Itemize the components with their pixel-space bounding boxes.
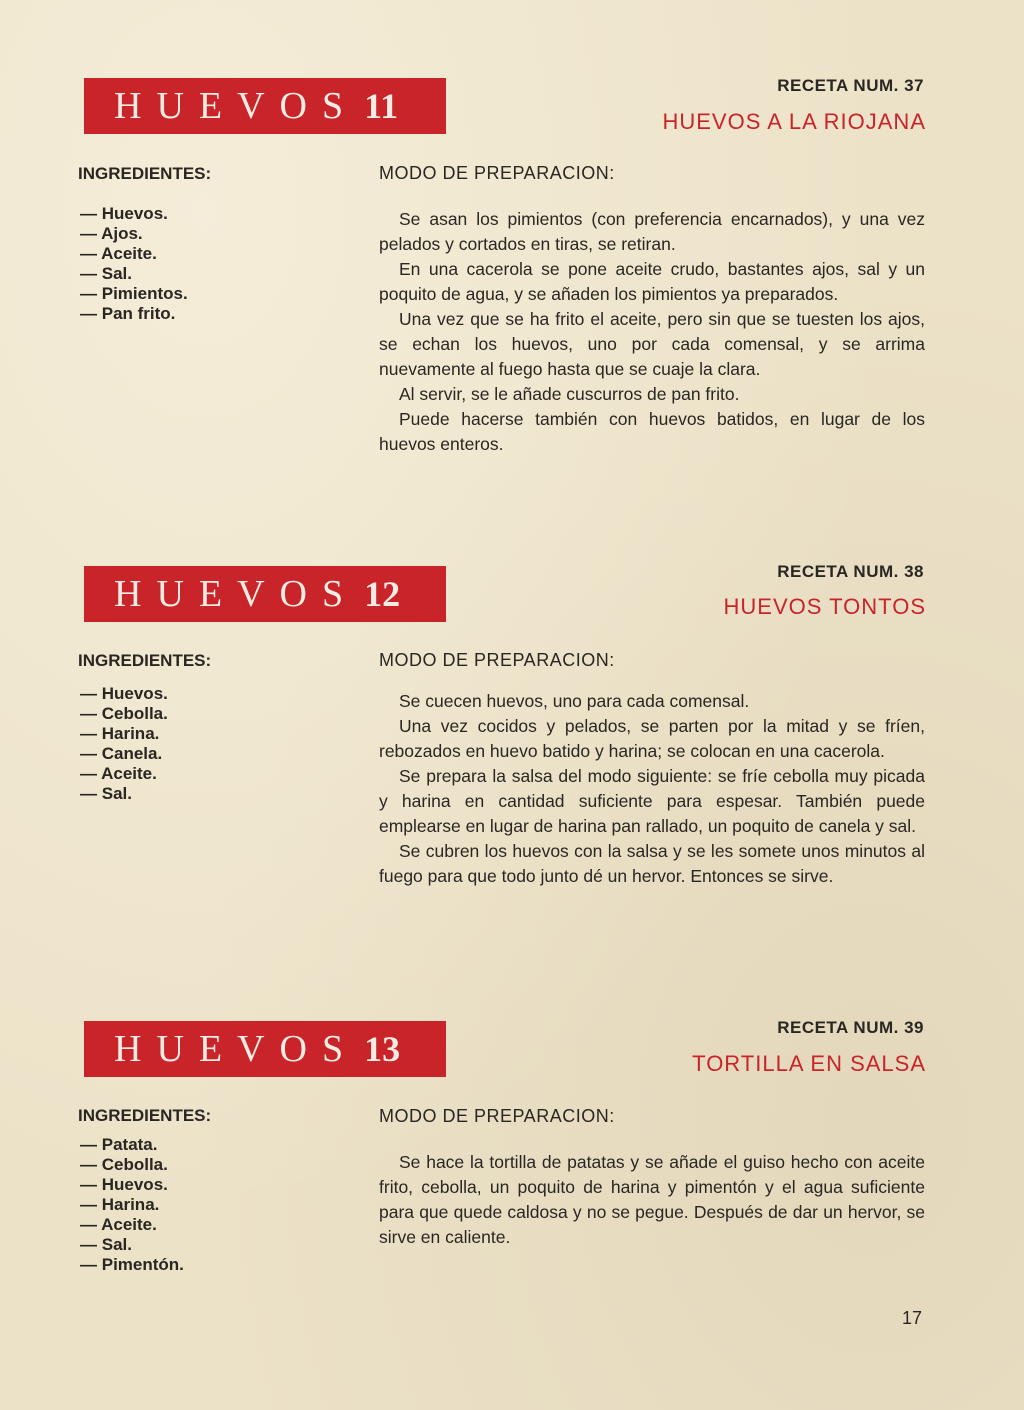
preparation-heading: MODO DE PREPARACION: <box>379 650 615 670</box>
ingredient-item: — Huevos. <box>80 204 188 224</box>
ingredient-item: — Cebolla. <box>80 1155 184 1175</box>
ingredient-item: — Pimientos. <box>80 284 188 304</box>
banner-word: HUEVOS <box>114 85 359 127</box>
ingredient-item: — Huevos. <box>80 684 168 704</box>
ingredient-item: — Cebolla. <box>80 704 168 724</box>
ingredients-list <box>80 684 168 804</box>
preparation-text <box>379 689 925 889</box>
banner-word: HUEVOS <box>114 573 359 615</box>
ingredient-item: — Aceite. <box>80 764 168 784</box>
recipe-title: HUEVOS TONTOS <box>723 594 926 619</box>
preparation-paragraph: Una vez cocidos y pelados, se parten por la mitad y se fríen, rebozados en huevo batido y harina; se colocan en una cacerola. <box>379 716 925 761</box>
preparation-paragraph: Una vez que se ha frito el aceite, pero sin que se tuesten los ajos, se echan los huevos, uno por cada comensal, y se arrima nuevamente al fuego hasta que se cuaje la clara. <box>379 309 925 379</box>
ingredients-list <box>80 1135 184 1275</box>
preparation-paragraph: Se asan los pimientos (con preferencia encarnados), y una vez pelados y cortados en tiras, se retiran. <box>379 209 925 254</box>
preparation-text <box>379 207 925 457</box>
ingredient-item: — Pimentón. <box>80 1255 184 1275</box>
ingredients-heading: INGREDIENTES: <box>78 651 212 670</box>
recipe-title: TORTILLA EN SALSA <box>692 1051 926 1076</box>
ingredient-item: — Ajos. <box>80 224 188 244</box>
section-banner <box>84 1021 446 1077</box>
ingredient-item: — Patata. <box>80 1135 184 1155</box>
section-banner <box>84 78 446 134</box>
ingredient-item: — Aceite. <box>80 1215 184 1235</box>
recipe-number: RECETA NUM. 37 <box>777 76 924 95</box>
recipe-title: HUEVOS A LA RIOJANA <box>662 109 926 134</box>
preparation-paragraph: Puede hacerse también con huevos batidos, en lugar de los huevos enteros. <box>379 409 925 454</box>
preparation-paragraph: En una cacerola se pone aceite crudo, bastantes ajos, sal y un poquito de agua, y se añaden los pimientos ya preparados. <box>379 259 925 304</box>
ingredients-heading: INGREDIENTES: <box>78 1106 212 1125</box>
banner-word: HUEVOS <box>114 1028 359 1070</box>
ingredient-item: — Sal. <box>80 1235 184 1255</box>
banner-number: 12 <box>364 574 401 614</box>
preparation-paragraph: Se prepara la salsa del modo siguiente: se fríe cebolla muy picada y harina en cantidad suficiente para espesar. También puede emplearse en lugar de harina pan rallado, un poquito de canela y sal. <box>379 766 925 836</box>
ingredient-item: — Huevos. <box>80 1175 184 1195</box>
preparation-paragraph: Al servir, se le añade cuscurros de pan frito. <box>399 384 740 404</box>
ingredient-item: — Pan frito. <box>80 304 188 324</box>
preparation-text <box>379 1150 925 1250</box>
banner-number: 11 <box>364 86 399 126</box>
preparation-paragraph: Se cubren los huevos con la salsa y se les somete unos minutos al fuego para que todo junto dé un hervor. Entonces se sirve. <box>379 841 925 886</box>
ingredient-item: — Sal. <box>80 264 188 284</box>
banner-number: 13 <box>364 1029 401 1069</box>
ingredient-item: — Aceite. <box>80 244 188 264</box>
ingredient-item: — Harina. <box>80 724 168 744</box>
ingredient-item: — Sal. <box>80 784 168 804</box>
recipe-number: RECETA NUM. 38 <box>777 562 924 581</box>
preparation-paragraph: Se hace la tortilla de patatas y se añade el guiso hecho con aceite frito, cebolla, un poquito de harina y pimentón y el agua suficiente para que quede caldosa y no se pegue. Después de dar un hervor, se sirve en caliente. <box>379 1152 925 1247</box>
ingredient-item: — Harina. <box>80 1195 184 1215</box>
preparation-paragraph: Se cuecen huevos, uno para cada comensal. <box>399 691 750 711</box>
section-banner <box>84 566 446 622</box>
page-number: 17 <box>902 1308 923 1328</box>
recipe-number: RECETA NUM. 39 <box>777 1018 924 1037</box>
preparation-heading: MODO DE PREPARACION: <box>379 163 615 183</box>
preparation-heading: MODO DE PREPARACION: <box>379 1106 615 1126</box>
ingredients-list <box>80 204 188 324</box>
ingredient-item: — Canela. <box>80 744 168 764</box>
ingredients-heading: INGREDIENTES: <box>78 164 212 183</box>
